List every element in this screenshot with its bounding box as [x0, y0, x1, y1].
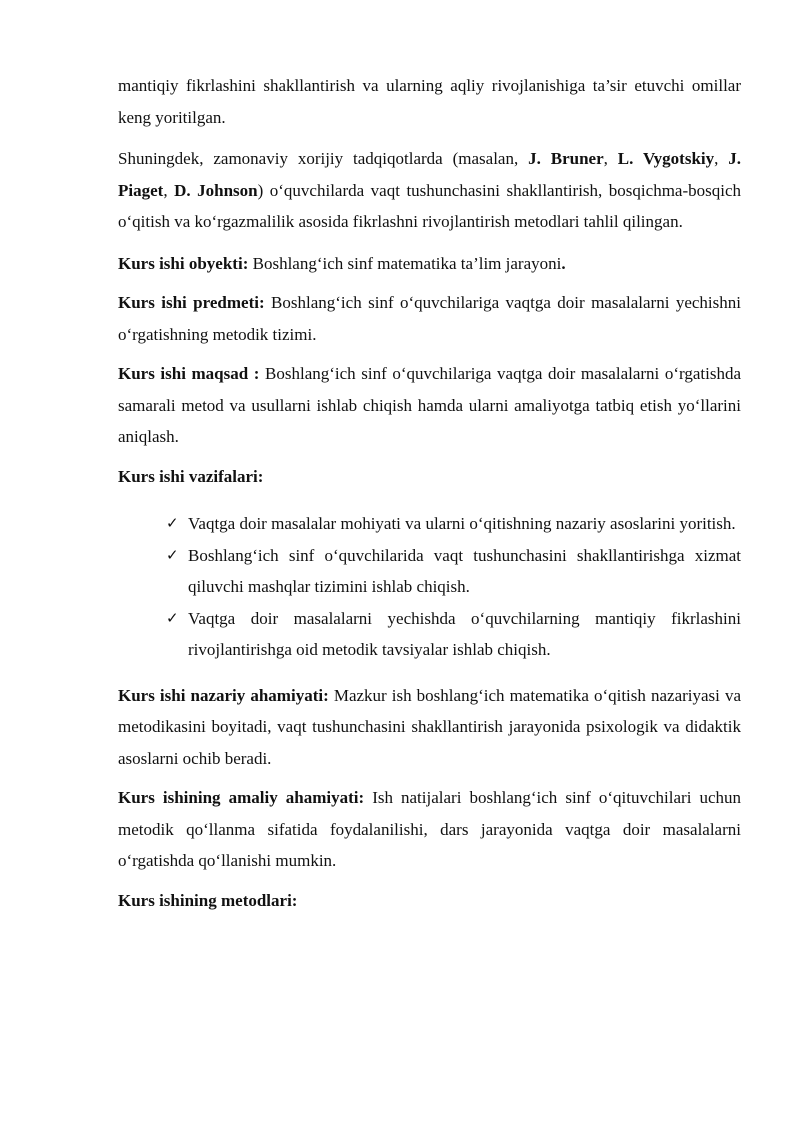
practical-significance-paragraph — [118, 782, 741, 877]
theoretical-significance-paragraph — [118, 680, 741, 775]
author-name: D. Johnson — [174, 180, 258, 200]
paragraph-text: Boshlang‘ich sinf matematika ta’lim jarayoni — [248, 253, 562, 273]
paragraph-text: Ish natijalari boshlang‘ich sinf o‘qituvchilari uchun metodik qo‘llanma sifatida foydalanilishi, dars jarayonida vaqtga doir masalalarni o‘rgatishda qo‘llanishi mumkin. — [118, 788, 742, 870]
separator: , — [714, 149, 729, 168]
course-object-paragraph — [118, 248, 741, 280]
list-item-text: Vaqtga doir masalalar mohiyati va ularni o‘qitishning nazariy asoslarini yoritish. — [188, 514, 736, 533]
intro-paragraph-continued — [118, 70, 741, 133]
section-label: Kurs ishi vazifalari: — [118, 466, 264, 486]
separator: , — [163, 180, 175, 200]
course-tasks-heading — [118, 461, 741, 493]
trailing-dot: . — [561, 253, 566, 273]
author-name: L. Vygotskiy — [617, 149, 715, 168]
list-item — [168, 540, 741, 603]
list-item — [168, 508, 741, 540]
list-item-text: Vaqtga doir masalalarni yechishda o‘quvchilarning mantiqiy fikrlashini rivojlantirishga oid metodik tavsiyalar ishlab chiqish. — [188, 608, 741, 659]
author-name: J. Piaget — [118, 149, 742, 200]
paragraph-text: Boshlang‘ich sinf o‘quvchilariga vaqtga doir masalalarni o‘rgatishda samarali metod va usullarni ishlab chiqish hamda ularni amaliyotga tatbiq etish yo‘llarini aniqlash. — [118, 364, 742, 446]
course-methods-heading — [118, 885, 741, 917]
paragraph-text: ) o‘quvchilarda vaqt tushunchasini shakllantirish, bosqichma-bosqich o‘qitish va ko‘rgazmalilik asosida fikrlashni rivojlantirish metodlari tahlil qilingan. — [118, 180, 742, 231]
paragraph-text: Shuningdek, zamonaviy xorijiy tadqiqotlarda (masalan, — [118, 149, 529, 168]
checkmark-icon: ✓ — [166, 514, 179, 532]
section-label: Kurs ishi obyekti: — [118, 253, 249, 273]
paragraph-text: mantiqiy fikrlashini shakllantirish va ularning aqliy rivojlanishiga ta’sir etuvchi omillar keng yoritilgan. — [118, 76, 741, 127]
paragraph-text: Mazkur ish boshlang‘ich matematika o‘qitish nazariyasi va metodikasini boyitadi, vaqt tushunchasini shakllantirish jarayonida psixologik va didaktik asoslarni ochib beradi. — [118, 685, 742, 768]
list-item — [168, 603, 741, 666]
separator: , — [603, 149, 618, 168]
checkmark-icon: ✓ — [166, 545, 179, 564]
section-label: Kurs ishining amaliy ahamiyati: — [118, 788, 365, 807]
section-label: Kurs ishi predmeti: — [118, 293, 265, 312]
document-page — [118, 70, 741, 916]
section-label: Kurs ishi nazariy ahamiyati: — [118, 685, 329, 705]
checkmark-icon: ✓ — [166, 608, 179, 627]
course-subject-paragraph — [118, 287, 741, 350]
course-goal-paragraph — [118, 358, 741, 453]
paragraph-text: Boshlang‘ich sinf o‘quvchilariga vaqtga doir masalalarni yechishni o‘rgatishning metodik tizimi. — [118, 293, 741, 344]
list-item-text: Boshlang‘ich sinf o‘quvchilarida vaqt tushunchasini shakllantirishga xizmat qiluvchi mashqlar tizimini ishlab chiqish. — [188, 545, 741, 596]
section-label: Kurs ishining metodlari: — [118, 890, 298, 910]
section-label: Kurs ishi maqsad : — [118, 364, 260, 383]
foreign-research-paragraph — [118, 143, 741, 238]
author-name: J. Bruner — [528, 149, 604, 168]
tasks-list — [118, 508, 741, 666]
